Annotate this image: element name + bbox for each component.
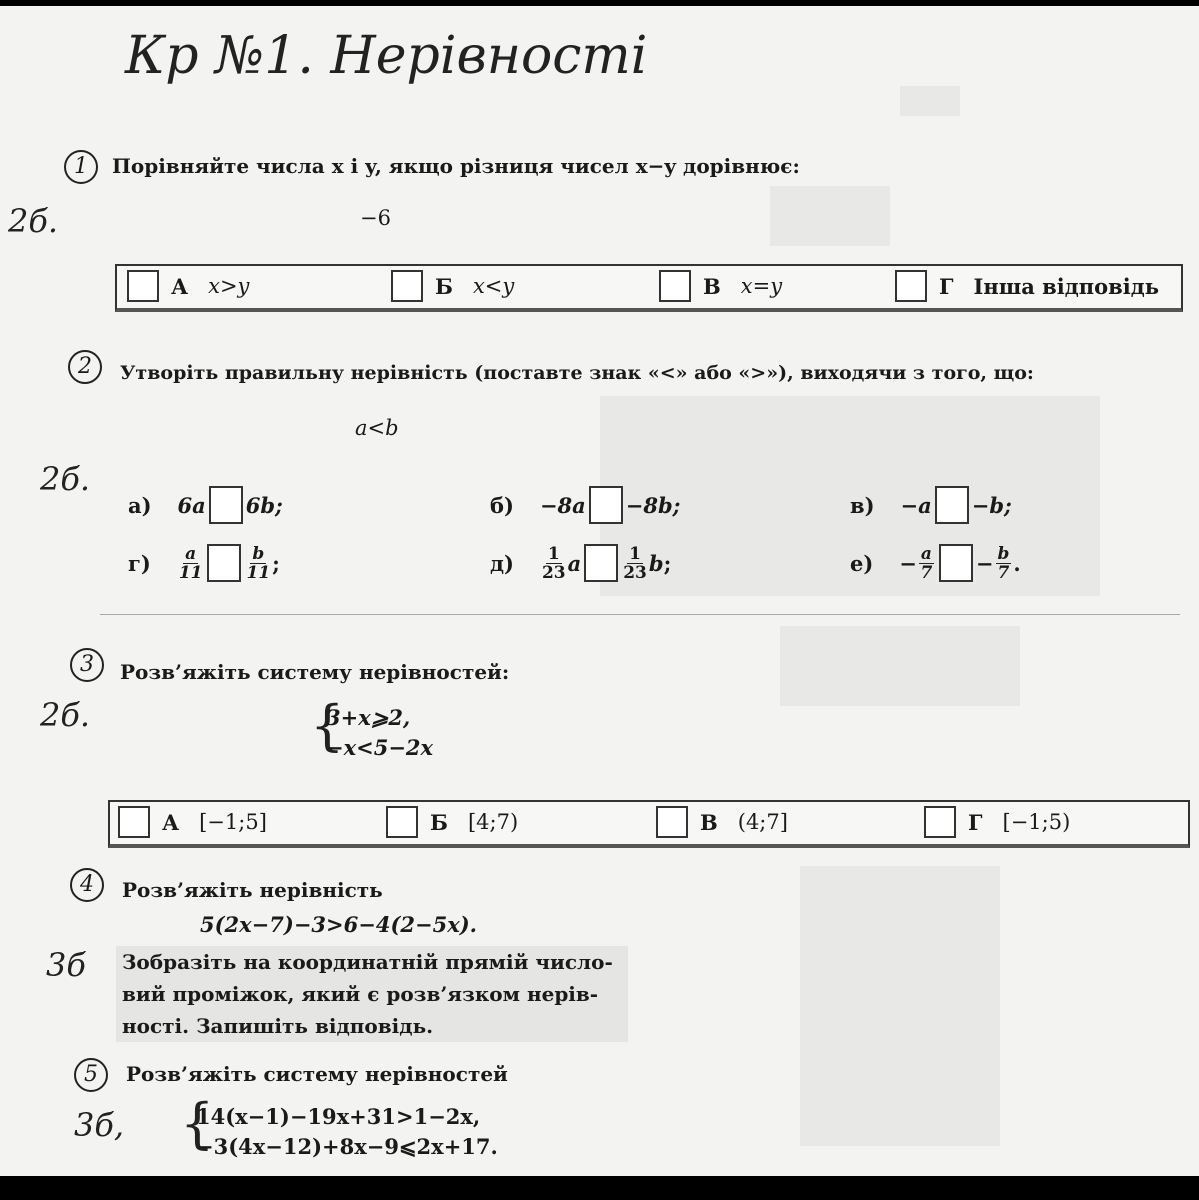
handwritten-title: Кр №1. Нерівності [125,26,648,86]
item-label: б) [490,492,514,518]
sign: − [975,550,994,576]
option-letter: А [171,273,189,299]
variable: a [567,550,582,576]
task1-option-a[interactable] [127,271,249,301]
instruction-line: Зобразіть на координатній прямій число- [122,950,613,974]
task2-item-a [128,486,283,524]
option-text: [−1;5) [1002,810,1071,834]
option-letter: А [162,809,180,835]
task3-question: Розв’яжіть систему нерівностей: [120,660,510,684]
task3-option-a[interactable] [118,807,267,837]
instruction-line: вий проміжок, який є розв’язком нерів- [122,982,599,1006]
sign-box[interactable] [589,486,623,524]
task-number: 4 [70,868,104,902]
fraction: $\frac{b}{11}$ [246,543,271,583]
task5-points: 3б, [74,1106,125,1144]
option-text: [−1;5] [199,810,267,834]
task4-instructions [116,946,628,1042]
variable: b [648,550,664,576]
sign-box[interactable] [939,544,973,582]
task2-points: 2б. [40,460,91,498]
task4-inequality: 5(2x−7)−3>6−4(2−5x). [200,912,477,937]
instruction-line: ності. Запишіть відповідь. [122,1014,434,1038]
task2-item-c [850,486,1012,524]
task-number: 2 [68,350,102,384]
task1-option-d[interactable] [895,271,1159,301]
sign-box[interactable] [584,544,618,582]
task1-value: −6 [360,206,391,230]
worksheet-page [0,6,1199,1176]
system-line: −x<5−2x [326,735,434,760]
option-letter: Г [968,809,983,835]
item-label: а) [128,492,152,518]
sign-box[interactable] [207,544,241,582]
task5-system [196,1102,498,1162]
answer-checkbox[interactable] [391,270,423,302]
task2-item-d [128,544,280,582]
answer-checkbox[interactable] [924,806,956,838]
option-letter: В [700,809,718,835]
task1-option-b[interactable] [391,271,514,301]
option-text: x>y [208,274,250,298]
answer-checkbox[interactable] [386,806,418,838]
task-number: 3 [70,648,104,682]
fraction: $\frac{b}{7}$ [997,543,1010,583]
punctuation: ; [272,550,280,576]
expr-left: −a [900,492,932,518]
task4-points: 3б [46,946,86,984]
option-text: Інша відповідь [973,273,1159,299]
item-label: в) [850,492,875,518]
option-letter: Б [430,809,448,835]
option-letter: В [703,273,721,299]
answer-checkbox[interactable] [118,806,150,838]
task4-question: Розв’яжіть нерівність [122,878,383,902]
answer-checkbox[interactable] [659,270,691,302]
task3-points: 2б. [40,696,91,734]
option-letter: Г [939,273,954,299]
bleed-through-mark [800,866,1000,1146]
task-number: 5 [74,1058,108,1092]
bleed-through-mark [900,86,960,116]
punctuation: . [1013,550,1021,576]
expr-right: 6b; [245,492,283,518]
option-text: x=y [740,274,783,298]
task2-question: Утворіть правильну нерівність (поставте знак «<» або «>»), виходячи з того, що: [120,362,1034,384]
expr-right: −8b; [625,492,681,518]
task1-option-c[interactable] [659,271,782,301]
sign-box[interactable] [209,486,243,524]
sign: − [899,550,917,576]
sign-box[interactable] [935,486,969,524]
task1-question: Порівняйте числа x і y, якщо різниця чисел x−y дорівнює: [112,154,800,178]
expr-left: 6a [177,492,206,518]
bleed-through-mark [770,186,890,246]
task3-option-b[interactable] [386,807,518,837]
item-label: д) [490,550,514,576]
task2-item-f [850,544,1021,582]
option-text: [4;7) [467,810,519,834]
answer-checkbox[interactable] [127,270,159,302]
option-text: (4;7] [737,810,788,834]
item-label: е) [850,550,874,576]
system-line: 3+x⩾2, [326,705,411,730]
task5-question: Розв’яжіть систему нерівностей [126,1062,508,1086]
system-brace: { [310,694,345,757]
system-line: −3(4x−12)+8x−9⩽2x+17. [196,1134,498,1159]
task2-item-b [490,486,680,524]
task3-system [326,703,433,763]
task3-option-c[interactable] [656,807,788,837]
fraction: $\frac{a}{7}$ [920,543,933,583]
answer-checkbox[interactable] [895,270,927,302]
fraction: $\frac{1}{23}$ [541,543,566,583]
task2-item-e [490,544,671,582]
task1-points: 2б. [8,202,59,240]
task-number: 1 [64,150,98,184]
task1-answer-strip [115,264,1183,312]
punctuation: ; [663,550,672,576]
task2-given: a<b [355,416,399,440]
fraction: $\frac{1}{23}$ [623,543,647,583]
system-line: 14(x−1)−19x+31>1−2x, [196,1104,481,1129]
option-letter: Б [435,273,453,299]
task3-answer-strip [108,800,1190,848]
expr-left: −8a [539,492,586,518]
fraction: $\frac{a}{11}$ [178,543,203,583]
item-label: г) [128,550,151,576]
option-text: x<y [472,274,515,298]
answer-checkbox[interactable] [656,806,688,838]
divider [100,614,1180,615]
system-brace: { [180,1092,215,1155]
task3-option-d[interactable] [924,807,1070,837]
expr-right: −b; [971,492,1012,518]
bleed-through-mark [780,626,1020,706]
